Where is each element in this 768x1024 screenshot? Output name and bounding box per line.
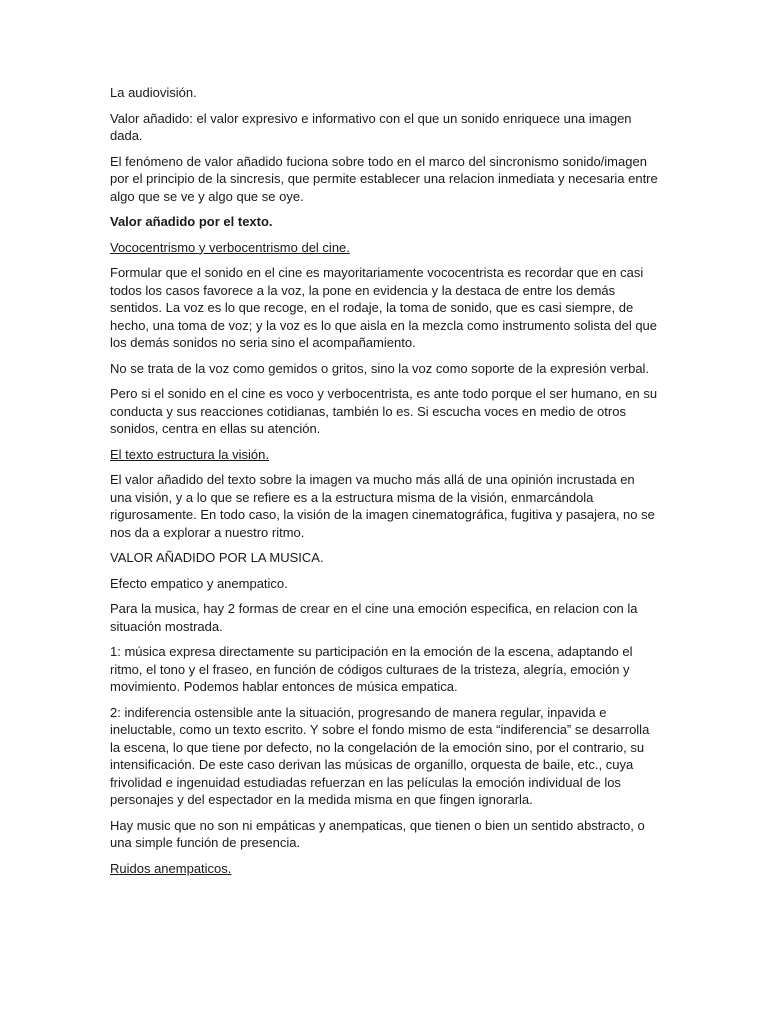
body-paragraph: Hay music que no son ni empáticas y anempaticas, que tienen o bien un sentido abstracto, o una simple función de presencia. <box>110 817 645 850</box>
subsection-heading: Efecto empatico y anempatico. <box>110 575 288 591</box>
definition-paragraph: Valor añadido: el valor expresivo e informativo con el que un sonido enriquece una imagen dada. <box>110 110 632 143</box>
body-paragraph: El fenómeno de valor añadido fuciona sobre todo en el marco del sincronismo sonido/imagen por el principio de la sincresis, que permite establecer una relacion inmediata y necesaria entre algo que se ve y algo que se oye. <box>110 153 658 204</box>
body-paragraph: No se trata de la voz como gemidos o gritos, sino la voz como soporte de la expresión verbal. <box>110 360 650 376</box>
body-paragraph: Pero si el sonido en el cine es voco y verbocentrista, es ante todo porque el ser humano, en su conducta y sus reacciones cotidianas, también lo es. Si escucha voces en medio de otros sonidos, centra en ellas su atención. <box>110 386 658 436</box>
section-heading: Valor añadido por el texto. <box>110 214 273 229</box>
document-title: La audiovisión. <box>110 85 197 100</box>
body-paragraph: El valor añadido del texto sobre la imagen va mucho más allá de una opinión incrustada en una visión, y a lo que se refiere es a la estructura misma de la visión, enmarcándola rigurosamente. En todo caso, la visión de la imagen cinematográfica, fugitiva y pasajera, no se nos da a explorar a nuestro ritmo. <box>110 472 655 540</box>
subsection-heading: El texto estructura la visión. <box>110 446 269 462</box>
body-paragraph: 2: indiferencia ostensible ante la situación, progresando de manera regular, inpavida e ineluctable, como un texto escrito. Y sobre el fondo mismo de esta “indiferencia” se desarrolla la escena, lo que tiene por defecto, no la congelación de la emoción sino, por el contrario, su intensificación. De este caso derivan las músicas de organillo, orquesta de baile, etc., cuya frivolidad e ingenuidad estudiadas refuerzan en las películas la emoción individual de los personajes y del espectador en la medida misma en que fingen ignorarla. <box>110 704 650 807</box>
subsection-heading: Ruidos anempaticos. <box>110 860 232 876</box>
body-paragraph: Formular que el sonido en el cine es mayoritariamente vococentrista es recordar que en casi todos los casos favorece a la voz, la pone en evidencia y la destaca de entre los demás sentidos. La voz es lo que recoge, en el rodaje, la toma de sonido, que es casi siempre, de hecho, una toma de voz; y la voz es lo que aisla en la mezcla como instrumento solista del que los demás sonidos no seria sino el acompañamiento. <box>110 265 658 350</box>
document-page <box>110 84 658 885</box>
section-heading: VALOR AÑADIDO POR LA MUSICA. <box>110 550 324 565</box>
subsection-heading: Vococentrismo y verbocentrismo del cine. <box>110 239 350 255</box>
body-paragraph: Para la musica, hay 2 formas de crear en el cine una emoción especifica, en relacion con la situación mostrada. <box>110 601 638 634</box>
body-paragraph: 1: música expresa directamente su participación en la emoción de la escena, adaptando el ritmo, el tono y el fraseo, en función de códigos culturaes de la tristeza, alegría, emoción y movimiento. Podemos hablar entonces de música empatica. <box>110 644 633 694</box>
